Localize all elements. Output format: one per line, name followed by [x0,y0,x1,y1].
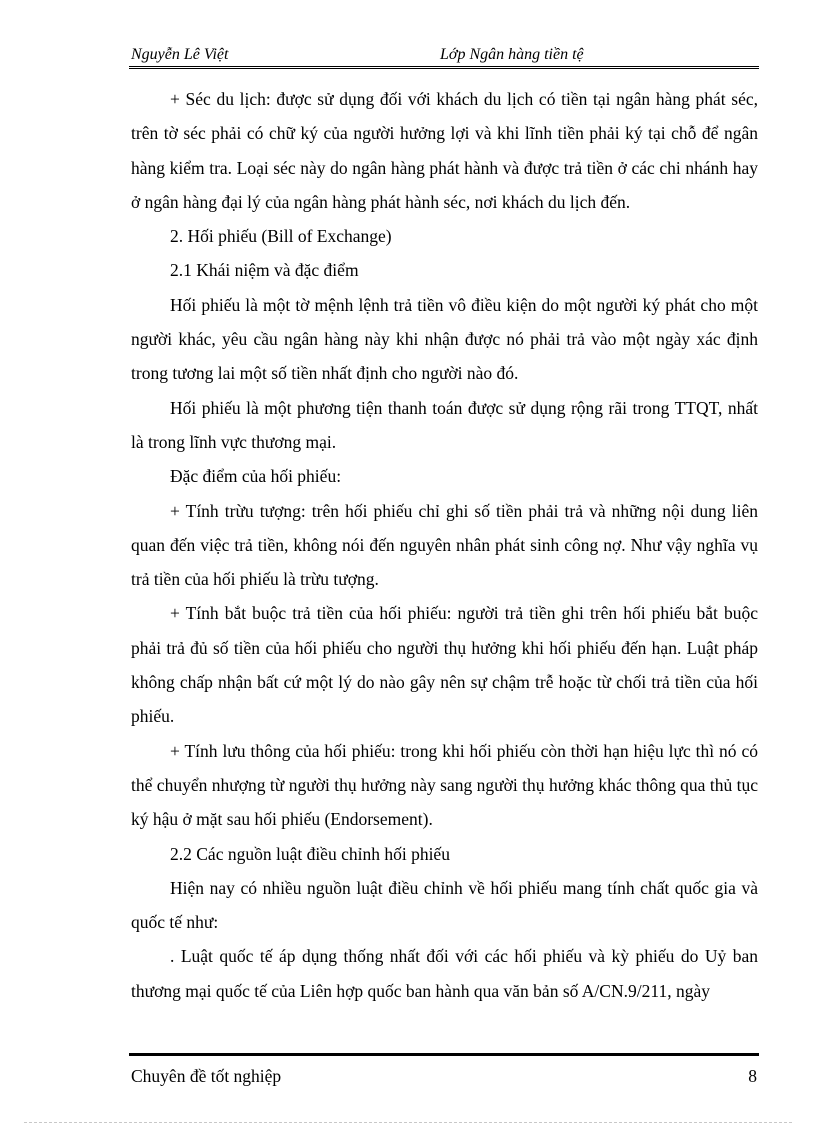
page-footer [129,1053,759,1096]
paragraph-usage: Hối phiếu là một phương tiện thanh toán được sử dụng rộng rãi trong TTQT, nhất là trong lĩnh vực thương mại. [131,397,758,452]
paragraph-negotiability: + Tính lưu thông của hối phiếu: trong khi hối phiếu còn thời hạn hiệu lực thì nó có thể chuyển nhượng từ người thụ hưởng này sang người thụ hưởng khác thông qua thủ tục ký hậu ở mặt sau hối phiếu (Endorsement). [131,740,758,830]
paragraph-mandatory-payment: + Tính bắt buộc trả tiền của hối phiếu: người trả tiền ghi trên hối phiếu bắt buộc phải trả đủ số tiền của hối phiếu cho người thụ hưởng khi hối phiếu đến hạn. Luật pháp không chấp nhận bất cứ một lý do nào gây nên sự chậm trễ hoặc từ chối trả tiền của hối phiếu. [131,603,758,727]
paragraph-definition: Hối phiếu là một tờ mệnh lệnh trả tiền vô điều kiện do một người ký phát cho một người khác, yêu cầu ngân hàng này khi nhận được nó phải trả vào một ngày xác định trong tương lai một số tiền nhất định cho người nào đó. [131,294,758,384]
document-body [131,82,758,1008]
subsection-heading-legal-sources: 2.2 Các nguồn luật điều chỉnh hối phiếu [170,843,450,864]
paragraph-international-law: . Luật quốc tế áp dụng thống nhất đối với các hối phiếu và kỳ phiếu do Uỷ ban thương mại quốc tế của Liên hợp quốc ban hành qua văn bản số A/CN.9/211, ngày [131,946,758,1001]
section-heading-bill-of-exchange: 2. Hối phiếu (Bill of Exchange) [170,226,392,247]
footer-title: Chuyên đề tốt nghiệp [131,1066,282,1086]
header-author: Nguyễn Lê Việt [131,46,229,63]
paragraph-characteristics-intro: Đặc điểm của hối phiếu: [170,466,342,487]
page-header [129,40,759,69]
page-number: 8 [748,1066,757,1086]
header-class-name: Lớp Ngân hàng tiền tệ [440,46,584,63]
subsection-heading-concept: 2.1 Khái niệm và đặc điểm [170,260,359,281]
paragraph-legal-sources: Hiện nay có nhiều nguồn luật điều chỉnh về hối phiếu mang tính chất quốc gia và quốc tế như: [131,877,758,933]
paragraph-travelers-cheque: + Séc du lịch: được sử dụng đối với khách du lịch có tiền tại ngân hàng phát séc, trên tờ séc phải có chữ ký của người hưởng lợi và khi lĩnh tiền phải ký tại chỗ để ngân hàng kiểm tra. Loại séc này do ngân hàng phát hành và được trả tiền ở các chi nhánh hay ở ngân hàng đại lý của ngân hàng phát hành séc, nơi khách du lịch đến. [131,89,758,212]
paragraph-abstractness: + Tính trừu tượng: trên hối phiếu chỉ ghi số tiền phải trả và những nội dung liên quan đến việc trả tiền, không nói đến nguyên nhân phát sinh công nợ. Như vậy nghĩa vụ trả tiền của hối phiếu là trừu tượng. [131,500,758,590]
